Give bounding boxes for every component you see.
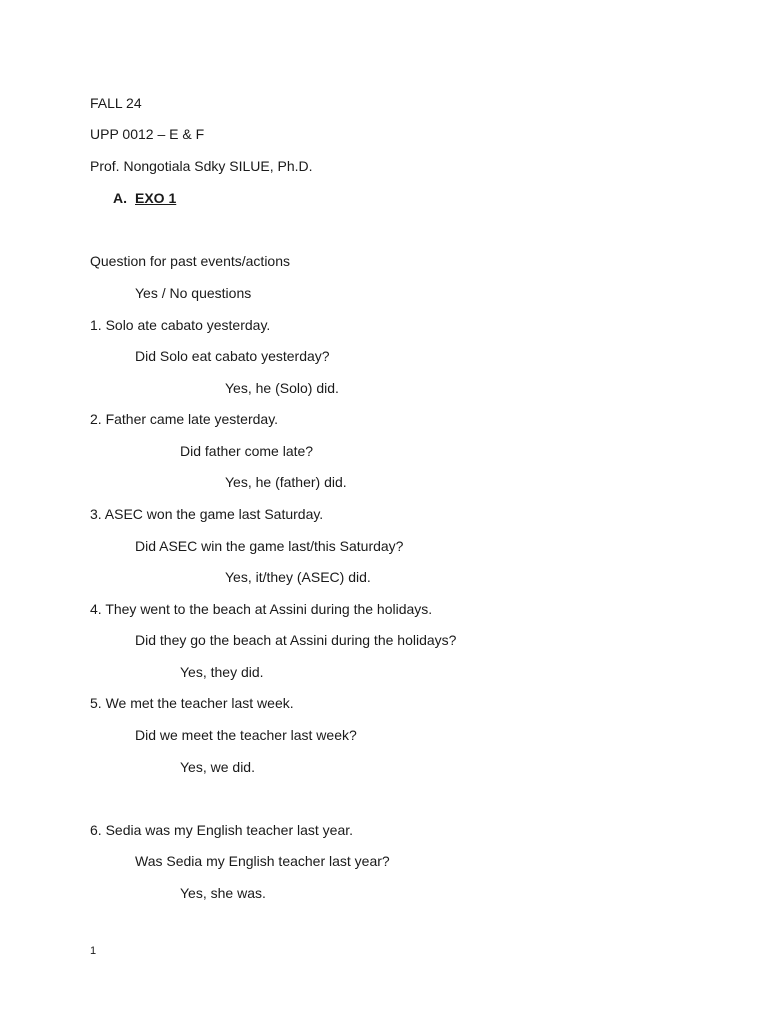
item-question: Did we meet the teacher last week? bbox=[135, 727, 357, 743]
item-answer: Yes, it/they (ASEC) did. bbox=[225, 569, 371, 585]
subtopic-line: Yes / No questions bbox=[135, 285, 252, 301]
item-answer: Yes, she was. bbox=[180, 885, 266, 901]
course-code: UPP 0012 – E & F bbox=[90, 126, 205, 142]
item-answer: Yes, he (Solo) did. bbox=[225, 380, 339, 396]
section-heading bbox=[113, 189, 176, 207]
item-statement: 6. Sedia was my English teacher last year. bbox=[90, 822, 354, 838]
item-statement: 2. Father came late yesterday. bbox=[90, 411, 279, 427]
instructor-name: Prof. Nongotiala Sdky SILUE, Ph.D. bbox=[90, 158, 313, 174]
item-question: Was Sedia my English teacher last year? bbox=[135, 853, 390, 869]
item-question: Did father come late? bbox=[180, 443, 314, 459]
item-answer: Yes, we did. bbox=[180, 759, 255, 775]
item-question: Did ASEC win the game last/this Saturday? bbox=[135, 538, 404, 554]
topic-line: Question for past events/actions bbox=[90, 253, 290, 269]
item-statement: 3. ASEC won the game last Saturday. bbox=[90, 506, 324, 522]
section-marker: A. bbox=[113, 190, 127, 206]
item-statement: 5. We met the teacher last week. bbox=[90, 695, 294, 711]
term-label: FALL 24 bbox=[90, 95, 142, 111]
section-title: EXO 1 bbox=[135, 190, 177, 206]
page-number: 1 bbox=[90, 945, 97, 957]
item-statement: 1. Solo ate cabato yesterday. bbox=[90, 317, 271, 333]
item-question: Did they go the beach at Assini during the holidays? bbox=[135, 632, 457, 648]
item-answer: Yes, he (father) did. bbox=[225, 474, 347, 490]
item-answer: Yes, they did. bbox=[180, 664, 264, 680]
item-question: Did Solo eat cabato yesterday? bbox=[135, 348, 330, 364]
item-statement: 4. They went to the beach at Assini during the holidays. bbox=[90, 601, 433, 617]
